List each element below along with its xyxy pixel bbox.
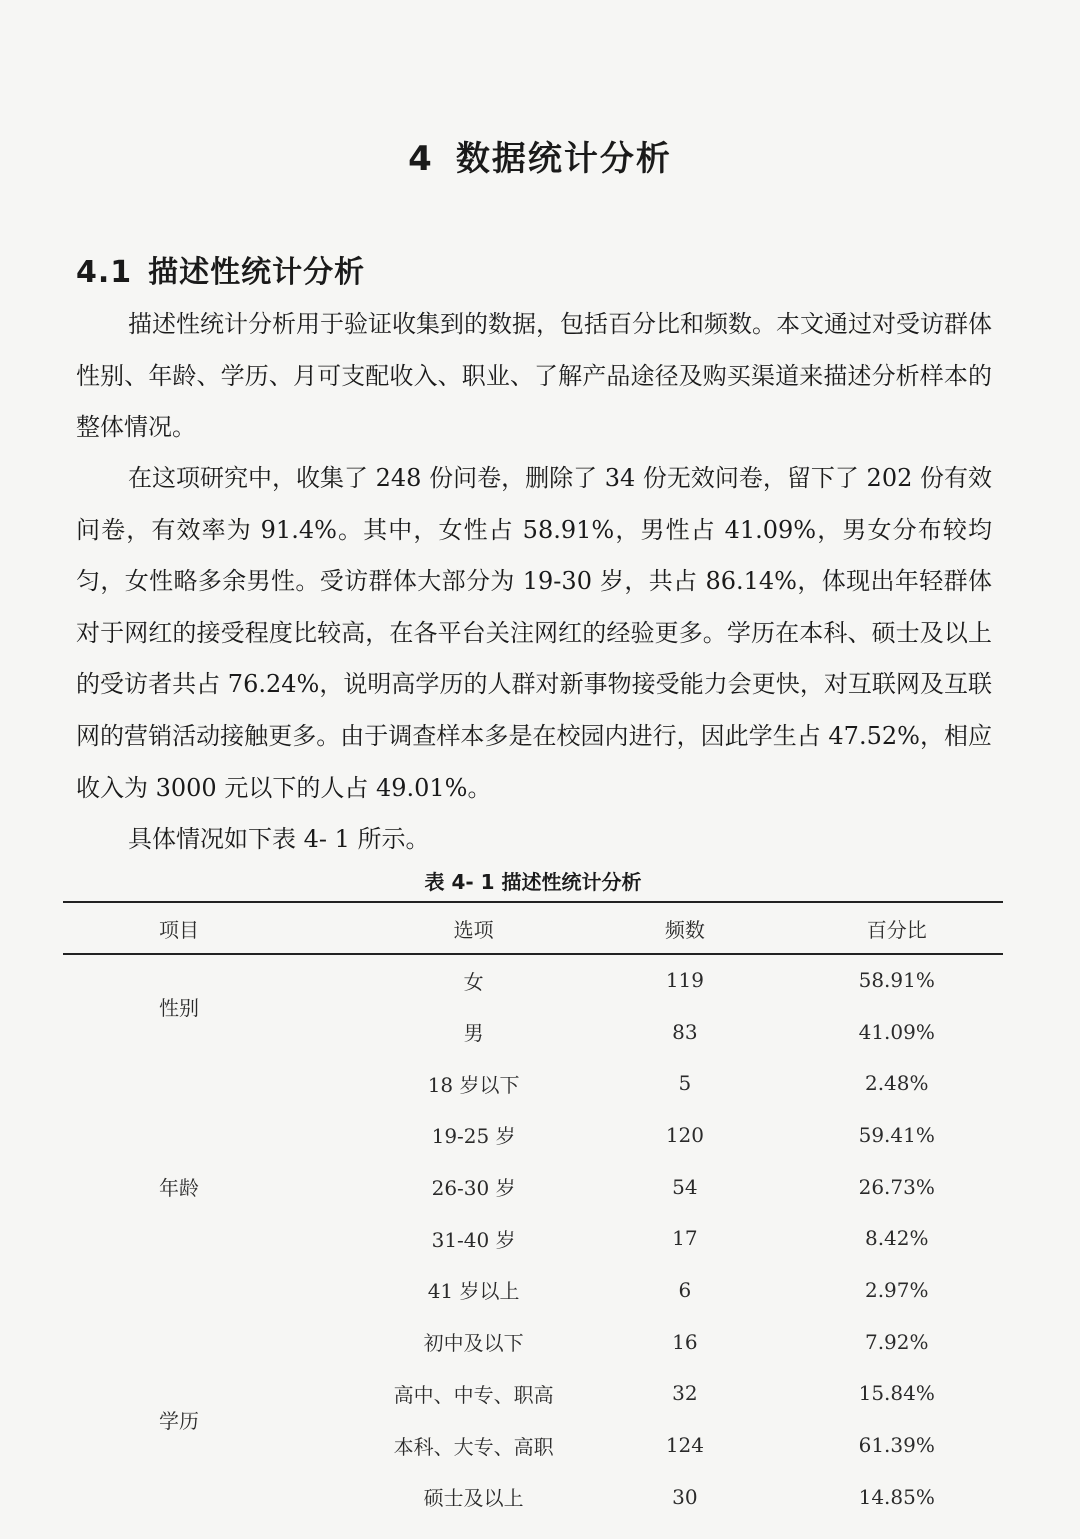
frequency-cell: 5 <box>678 1071 692 1096</box>
option-cell: 本科、大专、高职 <box>393 1434 554 1459</box>
option-cell: 初中及以下 <box>423 1331 524 1356</box>
frequency-cell: 32 <box>672 1381 698 1406</box>
chapter-number: 4 <box>408 138 434 179</box>
option-cell: 19-25 岁 <box>431 1124 516 1149</box>
percentage-cell: 8.42% <box>864 1226 929 1251</box>
item-gender: 性别 <box>159 995 199 1020</box>
percentage-cell: 2.48% <box>864 1071 929 1096</box>
table-caption: 表 4- 1 描述性统计分析 <box>424 870 642 894</box>
percentage-cell: 58.91% <box>858 968 935 993</box>
frequency-cell: 120 <box>665 1122 704 1147</box>
frequency-cell: 54 <box>672 1174 698 1199</box>
item-education: 学历 <box>159 1408 199 1433</box>
header-frequency: 频数 <box>579 902 790 954</box>
section-title-text: 描述性统计分析 <box>148 254 366 290</box>
table-row <box>63 1316 1003 1368</box>
section-title <box>76 247 365 291</box>
percentage-cell: 59.41% <box>858 1122 935 1147</box>
frequency-cell: 30 <box>672 1484 698 1509</box>
option-cell: 26-30 岁 <box>431 1176 516 1201</box>
paragraph-table-reference: 具体情况如下表 4- 1 所示。 <box>128 825 430 853</box>
option-cell: 硕士及以上 <box>423 1486 524 1511</box>
item-age: 年龄 <box>159 1176 199 1201</box>
option-cell: 18 岁以下 <box>427 1072 520 1097</box>
paragraph-results: 在这项研究中，收集了 248 份问卷，删除了 34 份无效问卷，留下了 202 份有效问卷，有效率为 91.4%。其中，女性占 58.91%，男性占 41.09%，男女分布较均匀，女性略多余男性。受访群体大部分为 19-30 岁，共占 86.14%，体现出年轻群体对于网红的接受程度比较高，在各平台关注网红的经验更多。学历在本科、硕士及以上的受访者共占 76.24%，说明高学历的人群对新事物接受能力会更快，对互联网及互联网的营销活动接触更多。由于调查样本多是在校园内进行，因此学生占 47.52%，相应收入为 3000 元以下的人占 49.01%。 <box>76 464 992 802</box>
option-cell: 女 <box>463 969 484 994</box>
descriptive-stats-table <box>63 901 1003 1523</box>
table-row <box>63 1057 1003 1109</box>
paragraph-intro: 描述性统计分析用于验证收集到的数据，包括百分比和频数。本文通过对受访群体性别、年龄、学历、月可支配收入、职业、了解产品途径及购买渠道来描述分析样本的整体情况。 <box>76 310 992 442</box>
percentage-cell: 2.97% <box>864 1277 929 1302</box>
frequency-cell: 17 <box>672 1226 698 1251</box>
frequency-cell: 16 <box>672 1329 698 1354</box>
frequency-cell: 124 <box>665 1433 704 1458</box>
table-row <box>63 954 1003 1006</box>
chapter-title-text: 数据统计分析 <box>455 138 672 179</box>
header-percentage: 百分比 <box>791 902 1004 954</box>
percentage-cell: 41.09% <box>858 1019 935 1044</box>
option-cell: 高中、中专、职高 <box>393 1382 554 1407</box>
percentage-cell: 15.84% <box>858 1381 935 1406</box>
percentage-cell: 26.73% <box>858 1174 935 1199</box>
frequency-cell: 6 <box>678 1277 692 1302</box>
frequency-cell: 119 <box>665 968 704 993</box>
option-cell: 男 <box>463 1021 484 1046</box>
percentage-cell: 14.85% <box>858 1484 935 1509</box>
percentage-cell: 7.92% <box>864 1329 929 1354</box>
table-header-row <box>63 902 1003 954</box>
option-cell: 31-40 岁 <box>431 1227 516 1252</box>
percentage-cell: 61.39% <box>858 1433 935 1458</box>
header-option: 选项 <box>368 902 579 954</box>
section-number: 4.1 <box>76 254 133 290</box>
frequency-cell: 83 <box>672 1019 698 1044</box>
header-item: 项目 <box>63 902 368 954</box>
option-cell: 41 岁以上 <box>427 1279 520 1304</box>
chapter-title <box>0 131 1080 180</box>
